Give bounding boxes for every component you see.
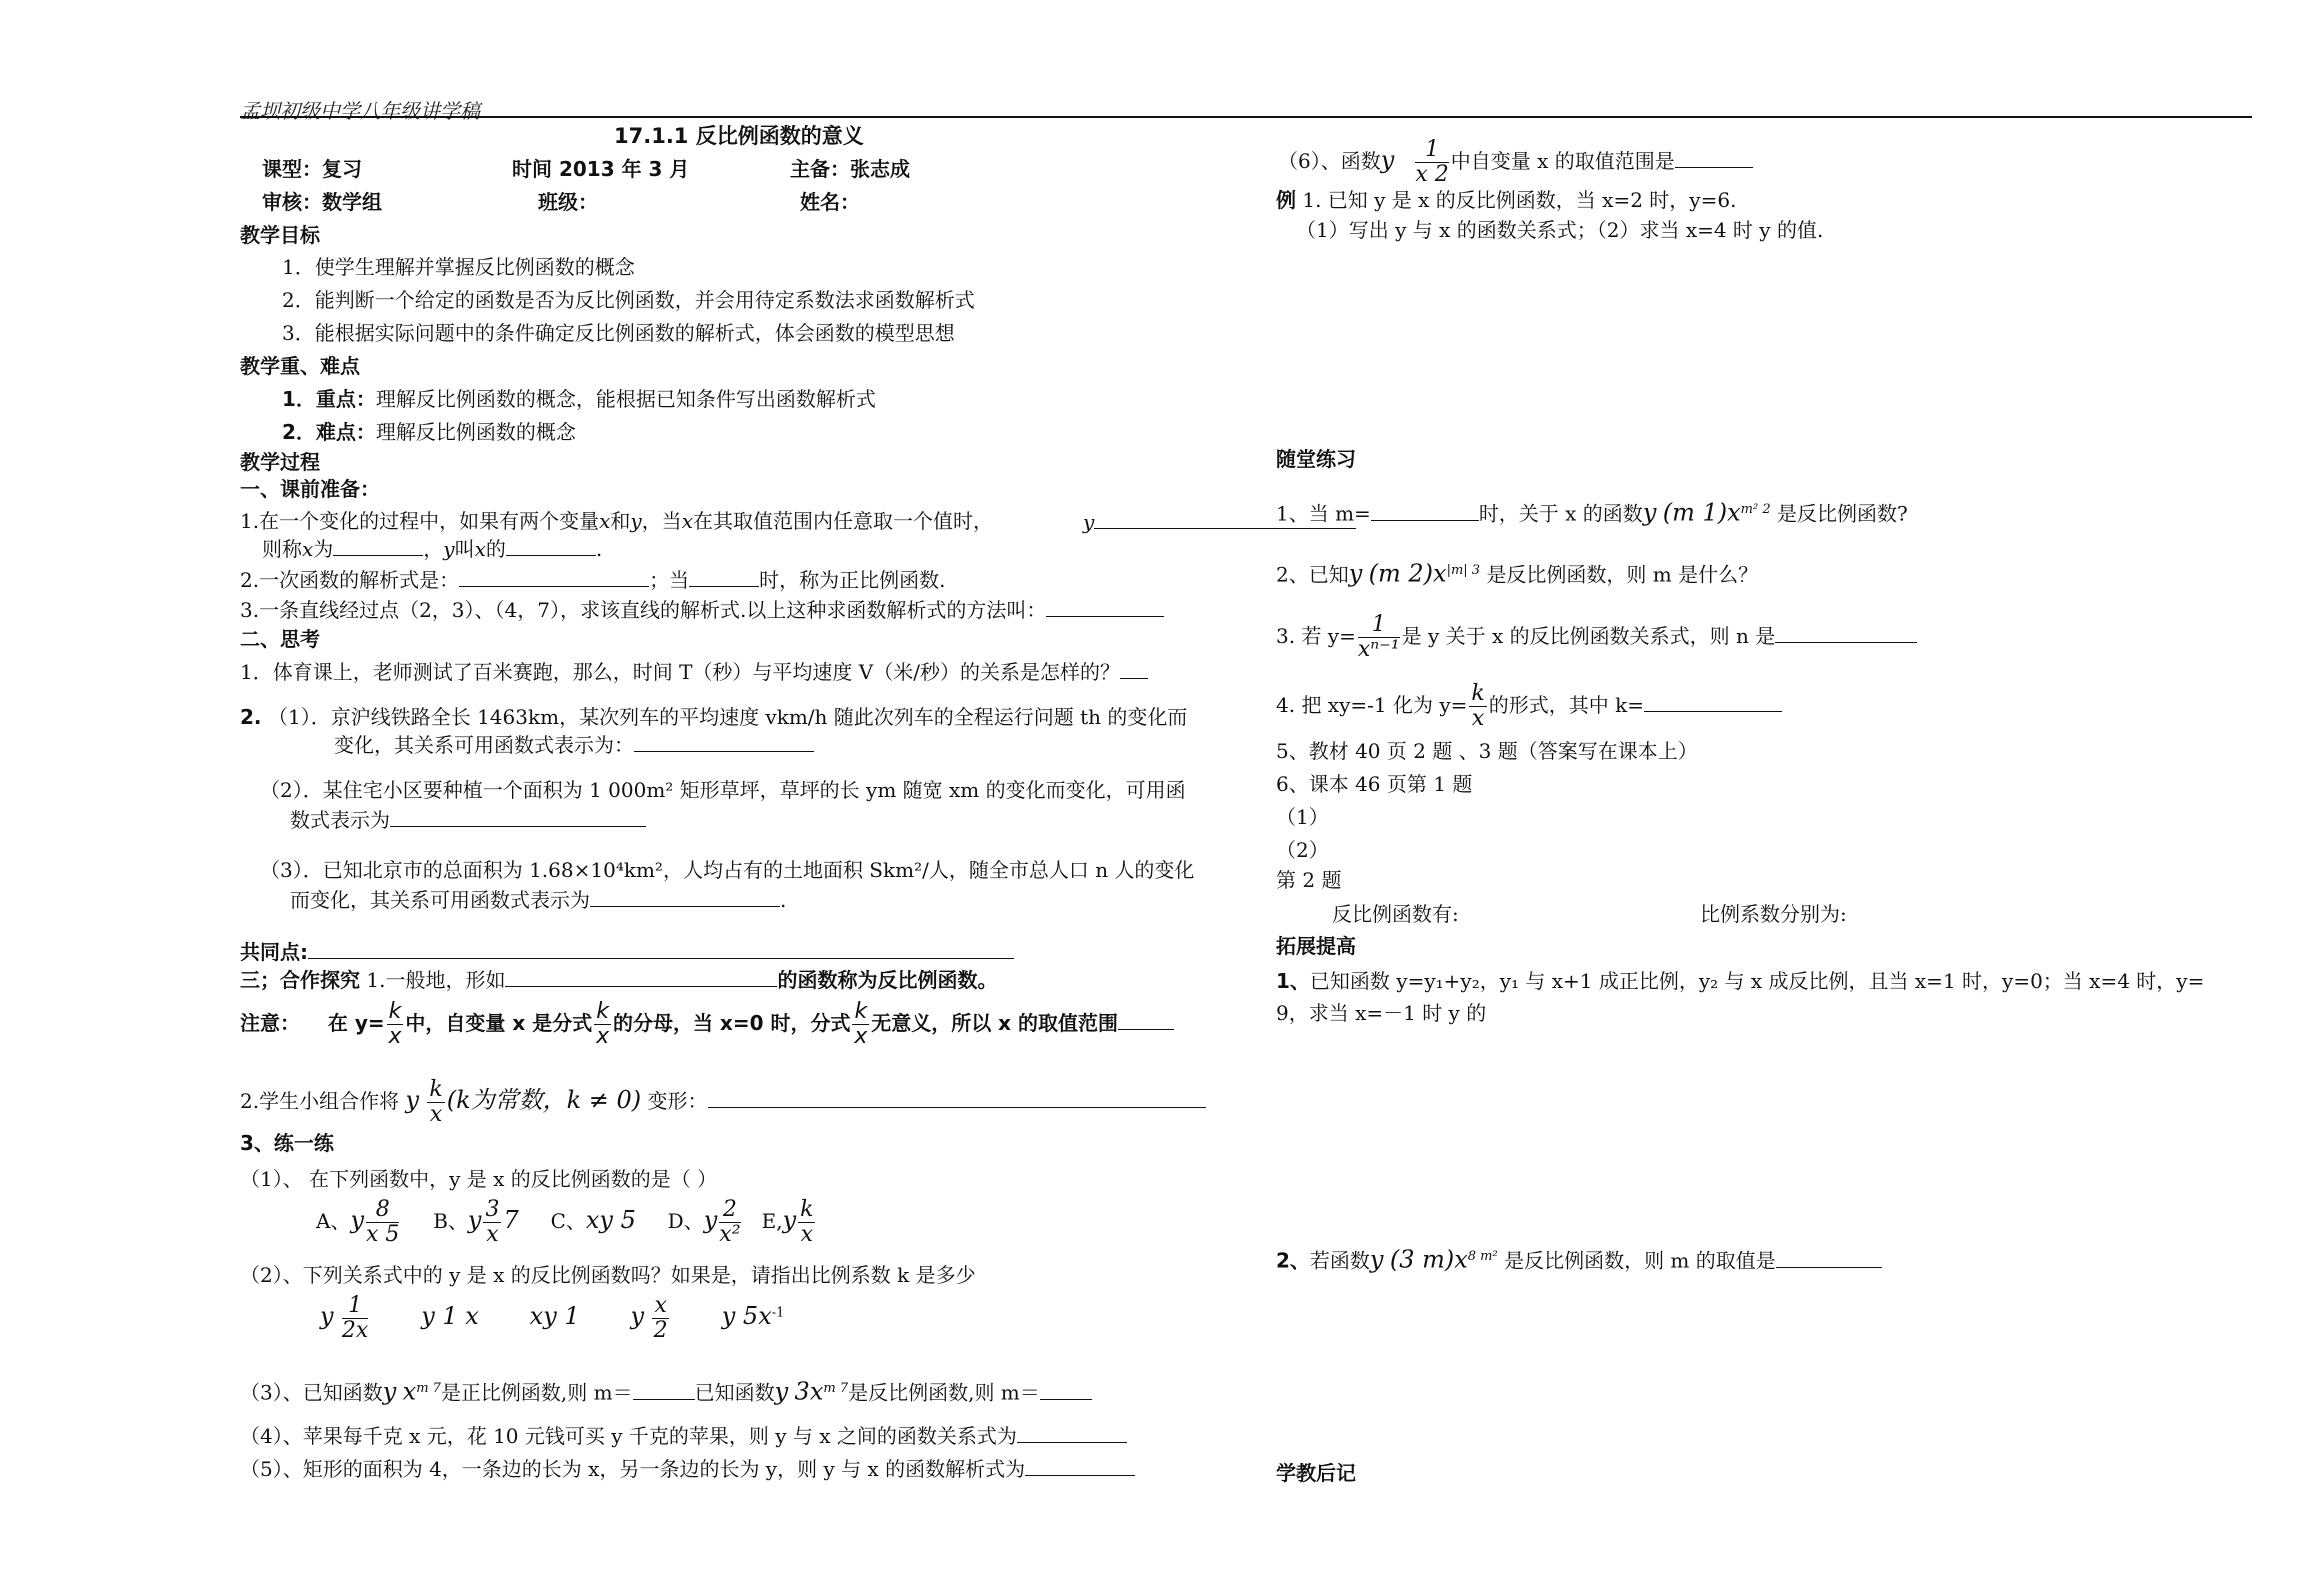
blank-line[interactable] [633, 1379, 695, 1400]
extension-q1-cont: 9，求当 x=－1 时 y 的 [1276, 1001, 1487, 1025]
classwork-q6: 6、课本 46 页第 1 题 [1276, 772, 1473, 796]
blank-line[interactable] [689, 566, 759, 587]
blank-line[interactable] [708, 1087, 1206, 1108]
goal-item: 1．使学生理解并掌握反比例函数的概念 [282, 255, 635, 279]
school-header: 孟坝初级中学八年级讲学稿 [240, 99, 480, 123]
name-label: 姓名： [800, 190, 860, 214]
diff-label: 2．难点： [282, 420, 376, 444]
process-heading: 教学过程 [240, 450, 320, 474]
example-1: 例 1. 已知 y 是 x 的反比例函数，当 x=2 时，y=6. [1276, 188, 1737, 212]
classwork-q4: 4. 把 xy=-1 化为 y= $\frac{k}{x}$ 的形式，其中 k= [1276, 682, 1782, 731]
classwork-q6-1: （1） [1276, 805, 1329, 829]
prep-heading: 一、课前准备： [240, 477, 380, 501]
blank-line[interactable] [1046, 596, 1164, 617]
group-line: 2.学生小组合作将 y $\frac{k}{x}$ (k为常数，k ≠ 0) 变形： [240, 1078, 1206, 1127]
blank-line[interactable] [1025, 1455, 1135, 1476]
think2-label: 2. [240, 705, 262, 729]
goal-item: 3．能根据实际问题中的条件确定反比例函数的解析式，体会函数的模型思想 [282, 321, 955, 345]
common-label: 共同点: [240, 938, 1014, 965]
blank-line[interactable] [1040, 1379, 1092, 1400]
think2a-line2: 变化，其关系可用函数式表示为： [334, 731, 814, 758]
think2c-line2: 而变化，其关系可用函数式表示为 . [290, 888, 787, 912]
classwork-q1: 1、当 m= 时，关于 x 的函数y (m $1)x^{m^2 2}$ 是反比例函数? [1276, 498, 1908, 527]
blank-line[interactable] [590, 886, 780, 907]
lesson-type: 课型：复习 [262, 157, 362, 181]
classwork-heading: 随堂练习 [1276, 447, 1356, 471]
extension-q2: 2、若函数y (3 $m)x^{8 m^2}$ 是反比例函数，则 m 的取值是 [1276, 1244, 1882, 1274]
blank-line[interactable] [1017, 1422, 1127, 1443]
practice-q2-exprs: y $\frac{1}{2x}$ y 1 x xy 1 y $\frac{x}{2}$ y $5x^{-1}$ [320, 1293, 785, 1343]
blank-line[interactable] [1371, 500, 1479, 521]
think2a-line1: （1）．京沪线铁路全长 1463km，某次列车的平均速度 vkm/h 随此次列车的全程运行问题 th 的变化而 [268, 705, 1188, 729]
blank-line[interactable] [505, 966, 777, 987]
postscript-heading: 学教后记 [1276, 1461, 1356, 1485]
blank-line[interactable] [333, 535, 423, 556]
practice-q2: （2）、下列关系式中的 y 是 x 的反比例函数吗？如果是，请指出比例系数 k 是多少 [240, 1263, 976, 1287]
classwork-q6-2: （2） [1276, 838, 1329, 862]
q2-coefficients: 比例系数分别为: [1700, 902, 1847, 926]
think-heading: 二、思考 [240, 627, 320, 651]
blank-line[interactable] [1118, 1009, 1174, 1030]
practice-heading: 3、练一练 [240, 1131, 334, 1155]
prep-q1: 1.在一个变化的过程中，如果有两个变量x和y，当x在其取值范围内任意取一个值时， [240, 509, 993, 533]
extension-heading: 拓展提高 [1276, 934, 1356, 958]
classwork-q2: 2、已知y (m $2)x^{|m| 3}$ 是反比例函数，则 m 是什么？ [1276, 559, 1759, 588]
right-q6: （6）、函数y $\frac{1}{x 2}$ 中自变量 x 的取值范围是 [1278, 138, 1753, 187]
header-rule [240, 116, 2252, 118]
question-2: 第 2 题 [1276, 868, 1342, 892]
blank-line[interactable] [506, 535, 596, 556]
classwork-q5: 5、教材 40 页 2 题 、3 题（答案写在课本上） [1276, 739, 1698, 763]
think2b-line2: 数式表示为 [290, 806, 646, 833]
prep-q3: 3.一条直线经过点（2，3）、（4，7），求该直线的解析式.以上这种求函数解析式的方法叫： [240, 596, 1164, 623]
blank-line[interactable] [634, 731, 814, 752]
diff-text: 理解反比例函数的概念 [375, 420, 576, 444]
blank-line[interactable] [459, 566, 649, 587]
lesson-host: 主备：张志成 [790, 157, 910, 181]
blank-line[interactable] [1120, 658, 1148, 679]
blank-line[interactable] [1775, 622, 1917, 643]
goals-heading: 教学目标 [240, 223, 320, 247]
keypoints-heading: 教学重、难点 [240, 354, 360, 378]
key-label: 1．重点： [282, 387, 376, 411]
blank-line[interactable] [1776, 1247, 1882, 1268]
extension-q1: 1、已知函数 y=y₁+y₂，y₁ 与 x+1 成正比例，y₂ 与 x 成反比例，且当 x=1 时，y=0；当 x=4 时，y= [1276, 969, 2205, 993]
practice-q3: （3）、已知函数y $x^{m 7}$是正比例函数,则 m＝ 已知函数y $3x^{m 7}$是反比例函数,则 m＝ [240, 1376, 1092, 1406]
practice-q1: （1）、 在下列函数中，y 是 x 的反比例函数的是（ ） [240, 1167, 718, 1191]
think-q1: 1．体育课上，老师测试了百米赛跑，那么，时间 T（秒）与平均速度 V（米/秒）的关系是怎样的？ [240, 658, 1148, 685]
class-label: 班级： [538, 190, 598, 214]
classwork-q3: 3. 若 y= $\frac{1}{\text{xⁿ⁻¹}}$ 是 y 关于 x 的反比例函数关系式，则 n 是 [1276, 613, 1917, 662]
key-text: 理解反比例函数的概念，能根据已知条件写出函数解析式 [375, 387, 876, 411]
think2b-line1: （2）．某住宅小区要种植一个面积为 1 000m² 矩形草坪，草坪的长 ym 随宽 xm 的变化而变化，可用函 [260, 778, 1186, 802]
practice-q4: （4）、苹果每千克 x 元，花 10 元钱可买 y 千克的苹果，则 y 与 x 之间的函数关系式为 [240, 1422, 1127, 1449]
practice-q5: （5）、矩形的面积为 4，一条边的长为 x，另一条边的长为 y，则 y 与 x 的函数解析式为 [240, 1455, 1135, 1482]
blank-line[interactable] [308, 938, 1014, 959]
think2c-line1: （3）．已知北京市的总面积为 1.68×10⁴km²，人均占有的土地面积 Skm²/人，随全市总人口 n 人的变化 [260, 858, 1195, 882]
note-line: 注意： 在 y= $\frac{k}{x}$ 中，自变量 x 是分式 $\frac{k}{x}$ 的分母，当 x=0 时，分式 $\frac{k}{x}$ 无意义，所以 x 的取值范围 [240, 1000, 1174, 1049]
lesson-time: 时间 2013 年 3 月 [512, 157, 690, 181]
page-title: 17.1.1 反比例函数的意义 [614, 124, 864, 148]
blank-line[interactable] [1675, 147, 1753, 168]
blank-line[interactable] [1644, 691, 1782, 712]
coop-line: 三；合作探究 1.一般地，形如 的函数称为反比例函数。 [240, 968, 998, 992]
lesson-review: 审核：数学组 [262, 190, 382, 214]
practice-q1-options: A、y $\frac{8}{x 5}$ B、y $\frac{3}{x}$ 7 C、xy 5 D、y $\frac{2}{\text{x²}}$ E,y $\frac{k}{x}$ [316, 1197, 814, 1247]
example-1-parts: （1）写出 y 与 x 的函数关系式；（2）求当 x=4 时 y 的值. [1296, 218, 1824, 242]
prep-q2: 2.一次函数的解析式是： ；当 时，称为正比例函数. [240, 568, 946, 592]
blank-line[interactable] [390, 806, 646, 827]
q2-inverse-funcs: 反比例函数有: [1332, 902, 1459, 926]
goal-item: 2．能判断一个给定的函数是否为反比例函数，并会用待定系数法求函数解析式 [282, 288, 975, 312]
